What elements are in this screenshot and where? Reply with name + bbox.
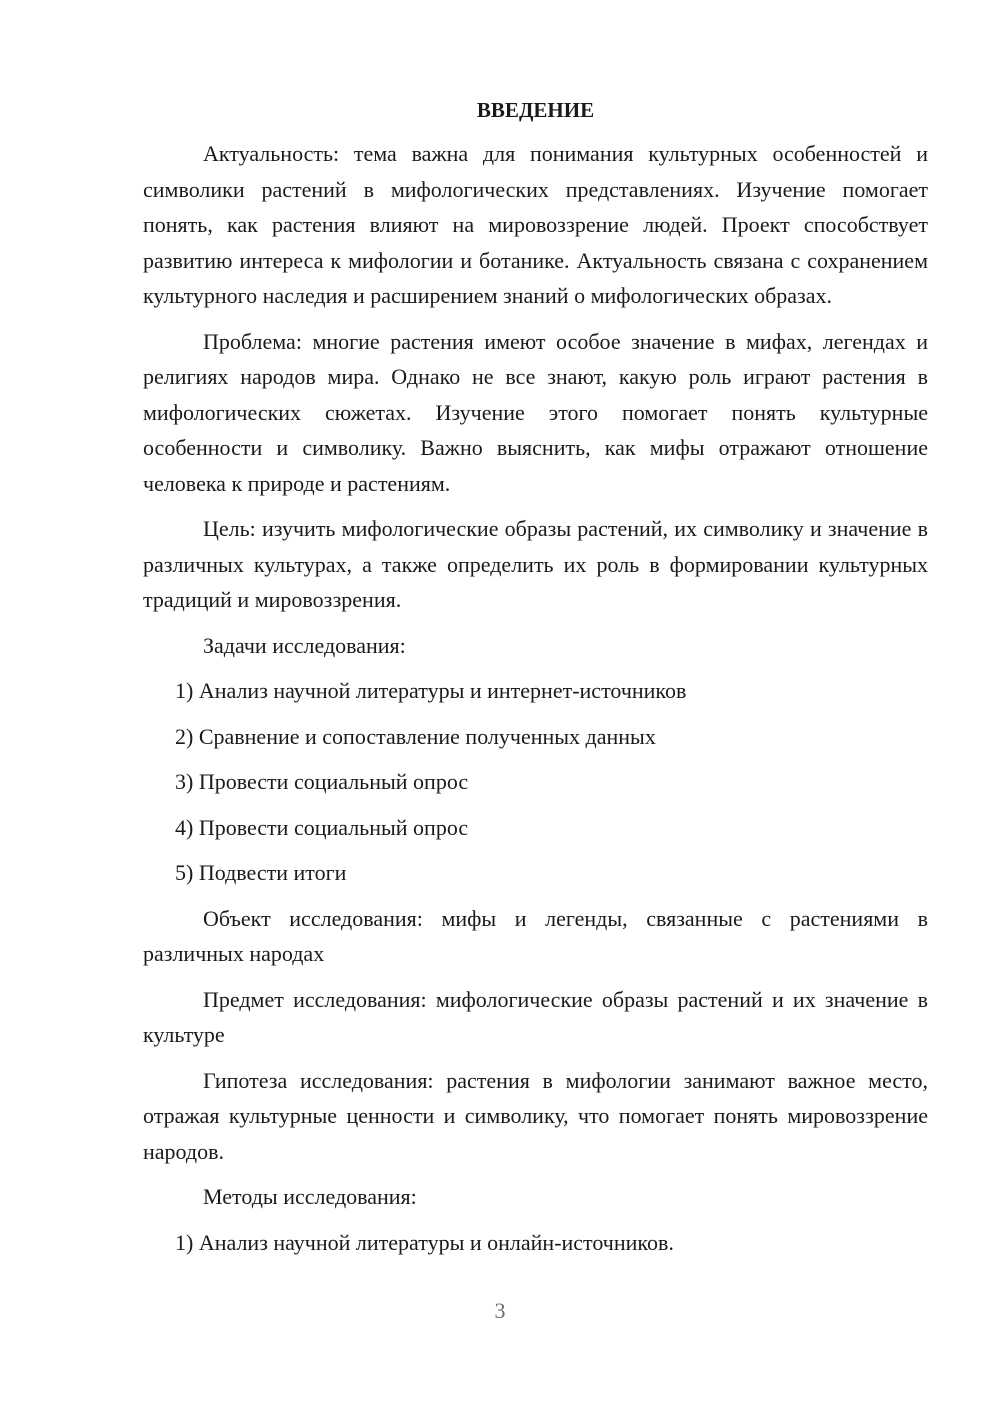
list-item: 4) Провести социальный опрос: [175, 814, 469, 840]
problem-paragraph: Проблема: многие растения имеют особое значение в мифах, легендах и религиях народов мира. Однако не все знают, какую роль играют растения в мифологических сюжетах. Изучение этого помогает понять культурные особенности и символику. Важно выяснить, как мифы отражают отношение человека к природе и растениям.: [143, 328, 928, 496]
list-item: 3) Провести социальный опрос: [175, 769, 469, 794]
goal-paragraph: Цель: изучить мифологические образы растений, их символику и значение в различных культурах, а также определить их роль в формировании культурных традиций и мировоззрения.: [143, 516, 928, 612]
section-heading: ВВЕДЕНИЕ: [476, 98, 595, 122]
page-content: [143, 96, 928, 1270]
page-number: 3: [494, 1298, 506, 1323]
list-item: 2) Сравнение и сопоставление полученных данных: [175, 723, 656, 749]
hypothesis-paragraph: Гипотеза исследования: растения в мифологии занимают важное место, отражая культурные ценности и символику, что помогает понять мировоззрение народов.: [143, 1067, 928, 1164]
subject-paragraph: Предмет исследования: мифологические образы растений и их значение в культуре: [143, 986, 928, 1047]
methods-title: Методы исследования:: [203, 1184, 417, 1209]
methods-list: [143, 1225, 928, 1261]
tasks-title: Задачи исследования:: [203, 632, 406, 658]
list-item: 1) Анализ научной литературы и интернет-источников: [175, 678, 687, 703]
list-item: 1) Анализ научной литературы и онлайн-источников.: [175, 1229, 674, 1255]
relevance-paragraph: Актуальность: тема важна для понимания культурных особенностей и символики растений в мифологических представлениях. Изучение помогает понять, как растения влияют на мировоззрение людей. Проект способствует развитию интереса к мифологии и ботанике. Актуальность связана с сохранением культурного наследия и расширением знаний о мифологических образах.: [143, 141, 928, 308]
object-paragraph: Объект исследования: мифы и легенды, связанные с растениями в различных народах: [143, 905, 928, 966]
list-item: 5) Подвести итоги: [175, 860, 347, 885]
tasks-list: [143, 673, 928, 891]
